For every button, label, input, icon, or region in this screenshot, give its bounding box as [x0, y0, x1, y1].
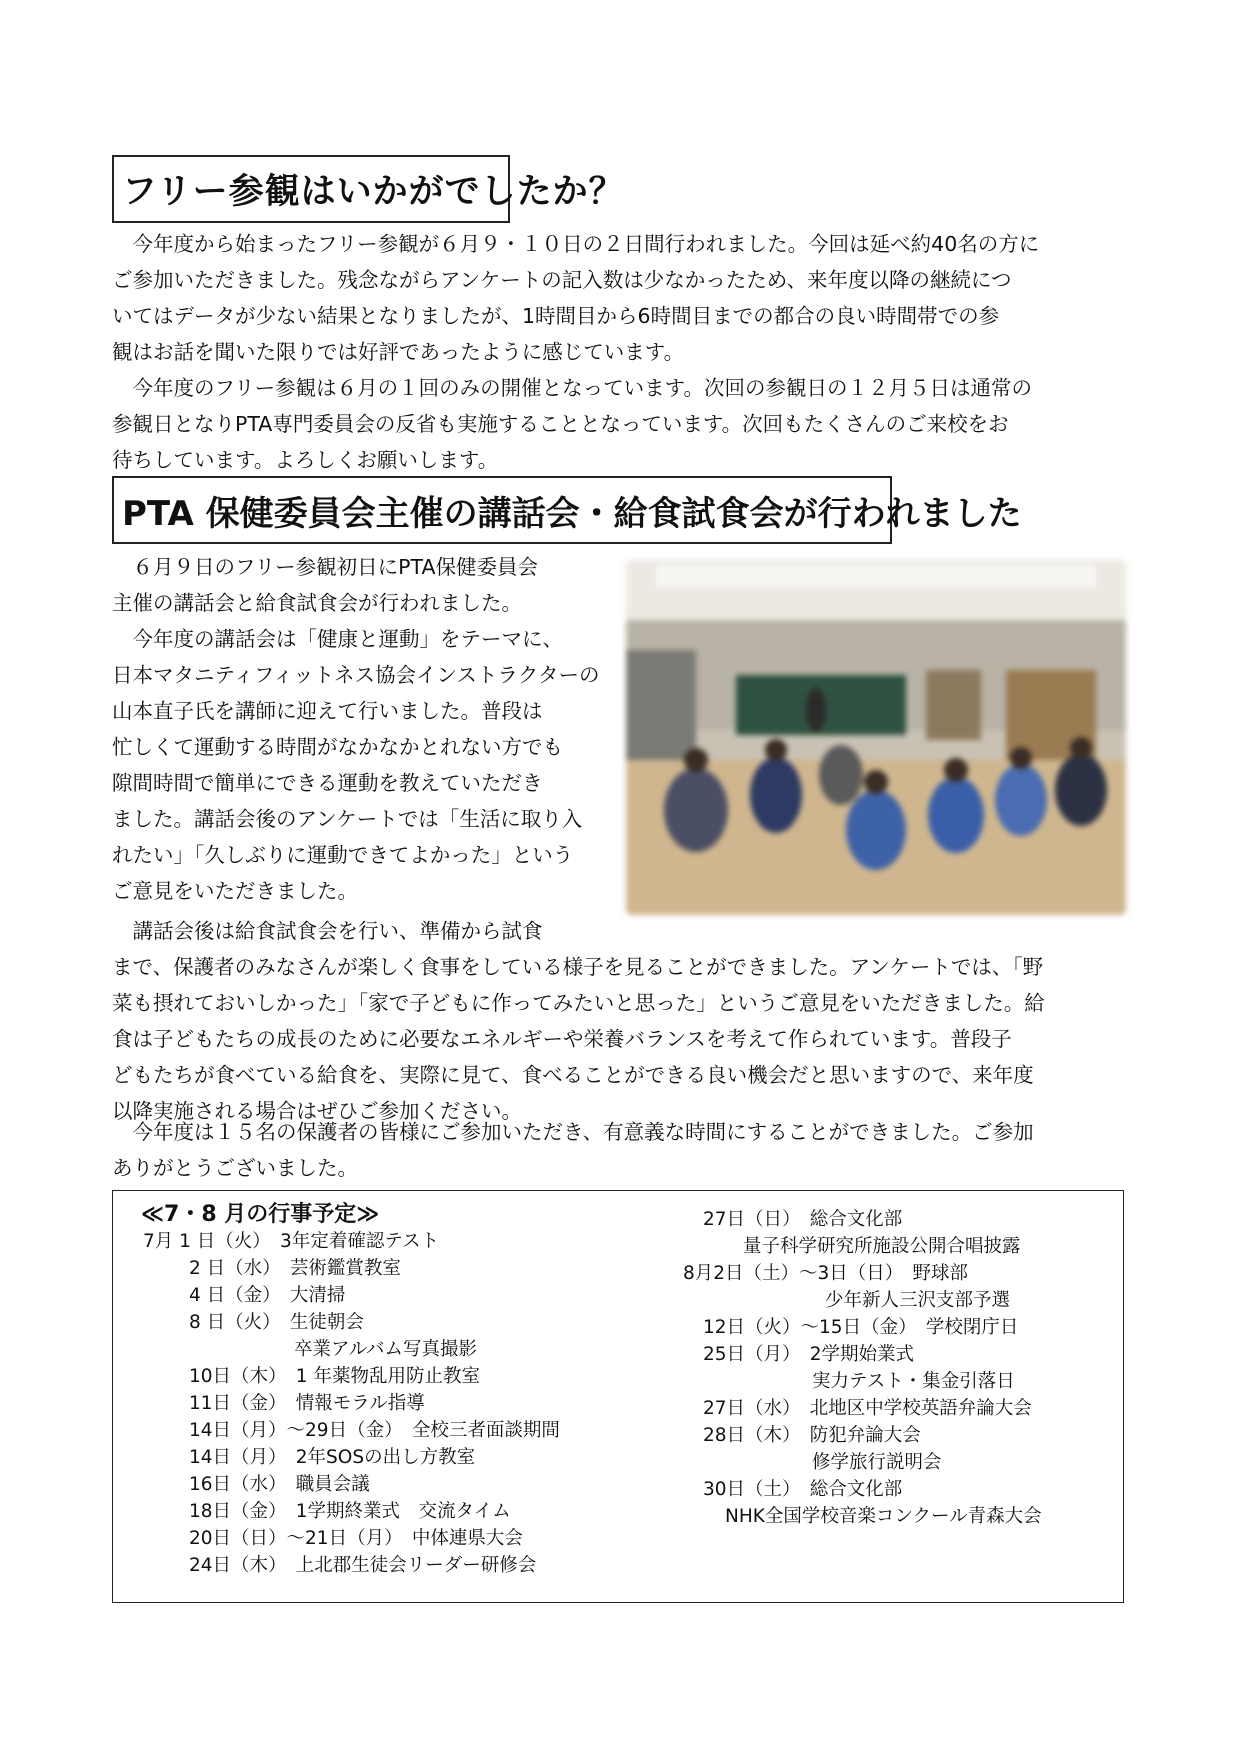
text-line: 今年度の講話会は「健康と運動」をテーマに、 — [112, 627, 563, 651]
section2-paragraph-full — [112, 913, 1127, 1129]
schedule-item: 27日（日） 総合文化部 — [703, 1209, 903, 1230]
event-schedule-box — [112, 1190, 1124, 1603]
text-line: 観はお話を聞いた限りでは好評であったように感じています。 — [112, 340, 685, 364]
text-line: 菜も摂れておいしかった」「家で子どもに作ってみたいと思った」というご意見をいただきました。給 — [112, 991, 1045, 1015]
text-line: 今年度から始まったフリー参観が６月９・１０日の２日間行われました。今回は延べ約40名の方に — [112, 232, 1040, 256]
section1-paragraph-2 — [112, 370, 1127, 478]
schedule-item: 修学旅行説明会 — [812, 1452, 942, 1473]
section2-heading: PTA 保健委員会主催の講話会・給食試食会が行われました — [112, 476, 892, 544]
schedule-item: 11日（金） 情報モラル指導 — [189, 1393, 425, 1414]
text-line: ご意見をいただきました。 — [112, 879, 358, 903]
text-line: 参観日となりPTA専門委員会の反省も実施することとなっています。次回もたくさんのご来校をお — [112, 412, 1009, 436]
text-line: 隙間時間で簡単にできる運動を教えていただき — [112, 771, 543, 795]
schedule-item: 12日（火）～15日（金） 学校閉庁日 — [703, 1317, 1019, 1338]
classroom-photo — [626, 560, 1126, 915]
text-line: 今年度のフリー参観は６月の１回のみの開催となっています。次回の参観日の１２月５日は通常の — [112, 376, 1033, 400]
text-line: 日本マタニティフィットネス協会インストラクターの — [112, 663, 600, 687]
text-line: れたい」「久しぶりに運動できてよかった」という — [112, 843, 574, 867]
text-line: 忙しくて運動する時間がなかなかとれない方でも — [112, 735, 563, 759]
text-line: ありがとうございました。 — [112, 1156, 358, 1180]
text-line: 待ちしています。よろしくお願いします。 — [112, 448, 499, 472]
schedule-item: 8月2日（土）～3日（日） 野球部 — [683, 1263, 969, 1284]
schedule-item: 20日（日）～21日（月） 中体連県大会 — [189, 1528, 523, 1549]
text-line: 食は子どもたちの成長のために必要なエネルギーや栄養バランスを考えて作られています。普段子 — [112, 1027, 1012, 1051]
schedule-item: 2 日（水） 芸術鑑賞教室 — [189, 1258, 401, 1279]
schedule-item: 16日（水） 職員会議 — [189, 1474, 370, 1495]
section2-paragraph-last — [112, 1114, 1127, 1186]
text-line: ご参加いただきました。残念ながらアンケートの記入数は少なかったため、来年度以降の継続につ — [112, 268, 1012, 292]
schedule-title: ≪7・8 月の行事予定≫ — [141, 1202, 380, 1227]
text-line: 山本直子氏を講師に迎えて行いました。普段は — [112, 699, 543, 723]
text-line: いてはデータが少ない結果となりましたが、1時間目から6時間目までの都合の良い時間帯での参 — [112, 304, 1000, 328]
schedule-item: 8 日（火） 生徒朝会 — [189, 1312, 364, 1333]
schedule-item: 28日（木） 防犯弁論大会 — [703, 1425, 921, 1446]
text-line: どもたちが食べている給食を、実際に見て、食べることができる良い機会だと思いますので、来年度 — [112, 1063, 1034, 1087]
text-line: 今年度は１５名の保護者の皆様にご参加いただき、有意義な時間にすることができました。ご参加 — [112, 1120, 1034, 1144]
schedule-item: 10日（木） 1 年薬物乱用防止教室 — [189, 1366, 480, 1387]
text-line: ６月９日のフリー参観初日にPTA保健委員会 — [112, 555, 538, 579]
schedule-item: 27日（水） 北地区中学校英語弁論大会 — [703, 1398, 1032, 1419]
schedule-item: 少年新人三沢支部予選 — [825, 1290, 1011, 1311]
section2-paragraph-left — [112, 549, 622, 909]
schedule-item: 14日（月）～29日（金） 全校三者面談期間 — [189, 1420, 560, 1441]
text-line: ました。講話会後のアンケートでは「生活に取り入 — [112, 807, 583, 831]
section1-heading: フリー参観はいかがでしたか？ — [112, 155, 510, 223]
schedule-item: 14日（月） 2年SOSの出し方教室 — [189, 1447, 476, 1468]
schedule-item: 18日（金） 1学期終業式 交流タイム — [189, 1501, 511, 1522]
text-line: 講話会後は給食試食会を行い、準備から試食 — [112, 919, 543, 943]
schedule-item: 24日（木） 上北郡生徒会リーダー研修会 — [189, 1555, 537, 1576]
text-line: 以降実施される場合はぜひご参加ください。 — [112, 1099, 522, 1123]
text-line: まで、保護者のみなさんが楽しく食事をしている様子を見ることができました。アンケートでは、「野 — [112, 955, 1044, 979]
section1-paragraph-1 — [112, 226, 1127, 370]
schedule-item: 4 日（金） 大清掃 — [189, 1285, 346, 1306]
schedule-item: 25日（月） 2学期始業式 — [703, 1344, 915, 1365]
schedule-item: 30日（土） 総合文化部 — [703, 1479, 903, 1500]
schedule-item: 7月 1 日（火） 3年定着確認テスト — [143, 1231, 440, 1252]
schedule-item: NHK全国学校音楽コンクール青森大会 — [725, 1506, 1042, 1527]
schedule-item: 実力テスト・集金引落日 — [812, 1371, 1015, 1392]
schedule-item: 卒業アルバム写真撮影 — [294, 1339, 477, 1360]
schedule-item: 量子科学研究所施設公開合唱披露 — [743, 1236, 1021, 1257]
text-line: 主催の講話会と給食試食会が行われました。 — [112, 591, 522, 615]
